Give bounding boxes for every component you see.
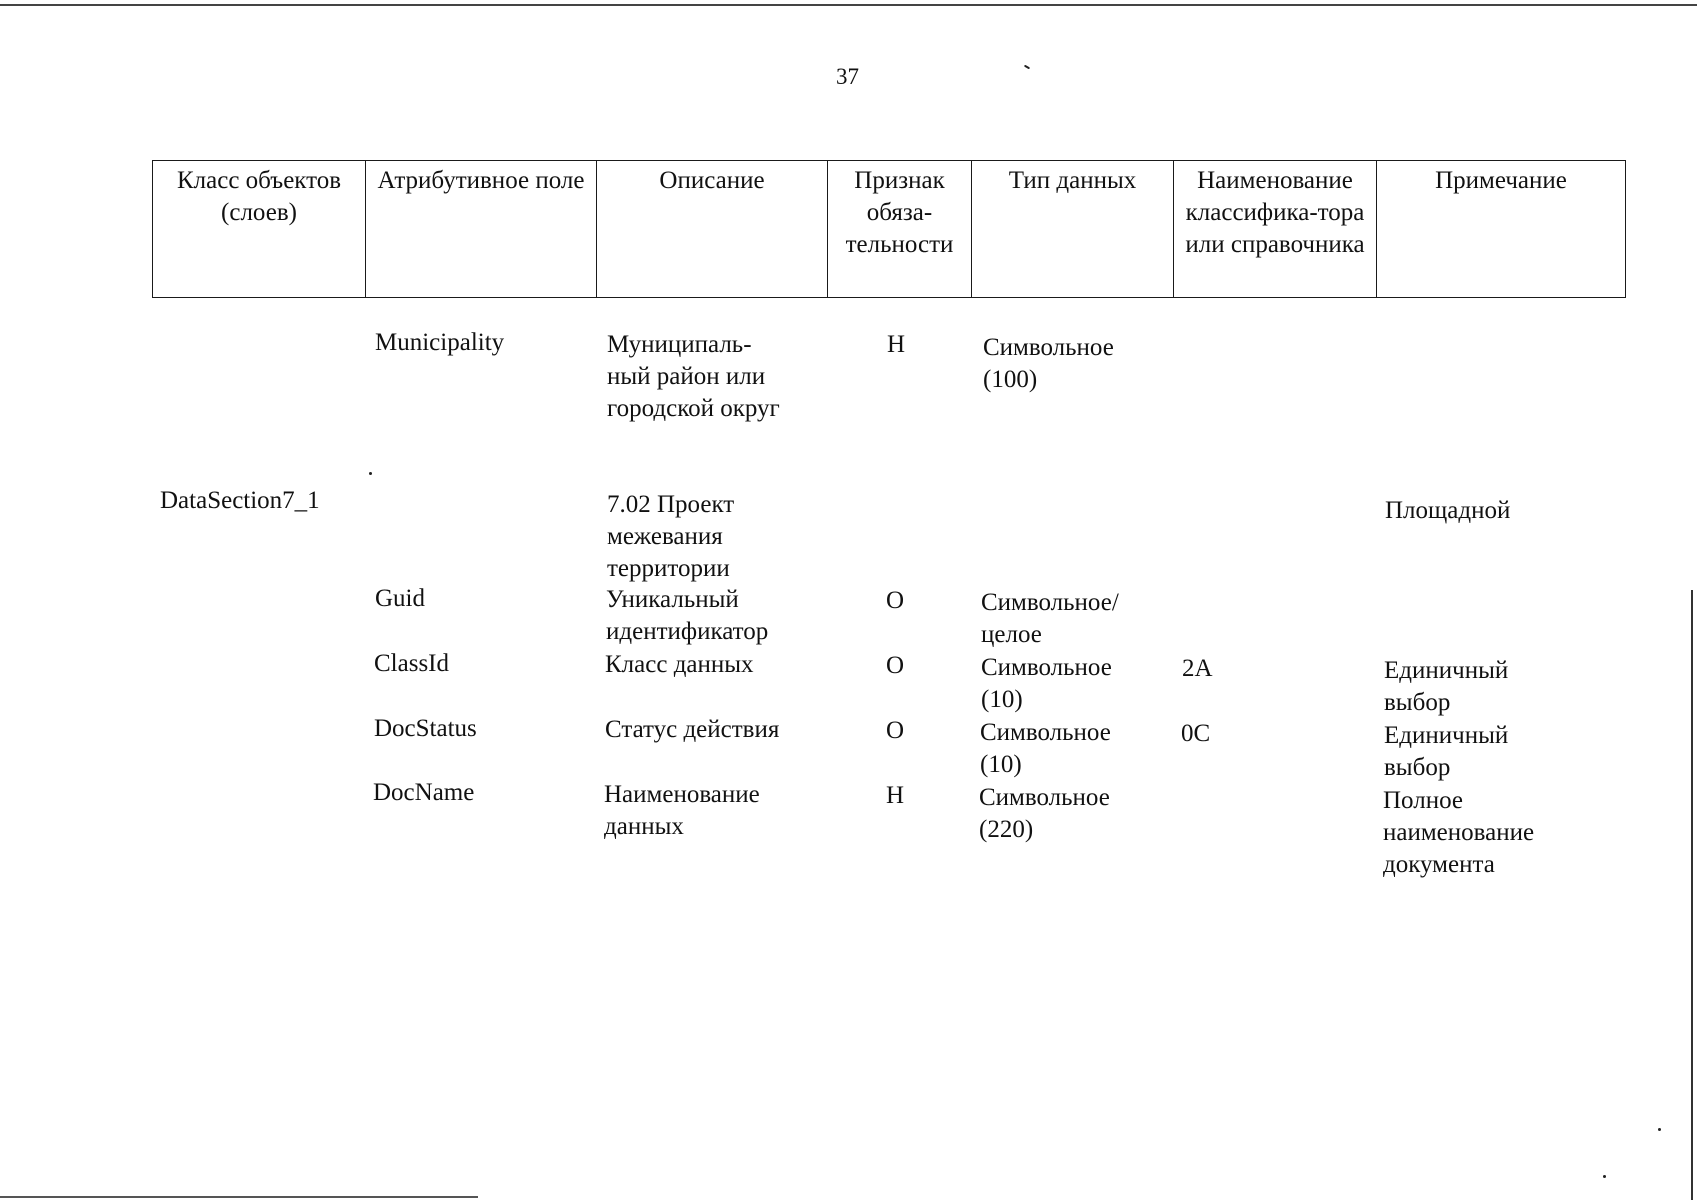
cell-required: О [886,717,905,744]
cell-classifier: 2А [1182,655,1213,682]
cell-field: Guid [375,585,425,612]
cell-required: О [886,587,905,614]
cell-required: О [886,652,905,679]
header-description: Описание [597,161,828,298]
header-note: Примечание [1377,161,1626,298]
cell-type: Символьное (10) [980,719,1111,778]
cell-note: Полное наименование документа [1383,787,1535,878]
scan-speck [1658,1128,1661,1131]
cell-field: ClassId [374,650,449,677]
cell-description: Уникальный идентификатор [606,586,769,645]
cell-description: Статус действия [605,716,780,743]
cell-required: Н [886,782,905,809]
cell-type: Символьное (100) [983,334,1114,393]
cell-field: DocStatus [374,715,477,742]
cell-field: Municipality [375,329,505,356]
scan-edge-right [1691,590,1693,1200]
cell-description: Класс данных [605,651,754,678]
cell-type: Символьное (10) [981,654,1112,713]
scan-speck [369,472,372,475]
table-header [152,160,1626,298]
cell-description: Муниципаль- ный район или городской округ [607,331,780,422]
cell-note: Единичный выбор [1384,657,1509,716]
scan-edge-top [0,4,1697,6]
cell-type: Символьное/ целое [981,589,1119,648]
cell-classifier: 0С [1181,720,1211,747]
cell-note: Площадной [1385,497,1511,524]
header-classifier: Наименование классифика-тора или справочника [1174,161,1377,298]
page-number: 37 [836,64,859,89]
cell-description: 7.02 Проект межевания территории [607,491,735,582]
header-required: Признак обяза-тельности [828,161,972,298]
cell-field: DocName [373,779,475,806]
footnote-rule [0,1196,478,1198]
scan-speck [1603,1175,1606,1178]
cell-type: Символьное (220) [979,784,1110,843]
header-class: Класс объектов (слоев) [153,161,366,298]
cell-required: Н [887,331,906,358]
scan-speck [1024,65,1030,70]
header-type: Тип данных [972,161,1174,298]
cell-class: DataSection7_1 [160,487,320,514]
cell-description: Наименование данных [604,781,760,840]
header-field: Атрибутивное поле [366,161,597,298]
cell-note: Единичный выбор [1384,722,1509,781]
